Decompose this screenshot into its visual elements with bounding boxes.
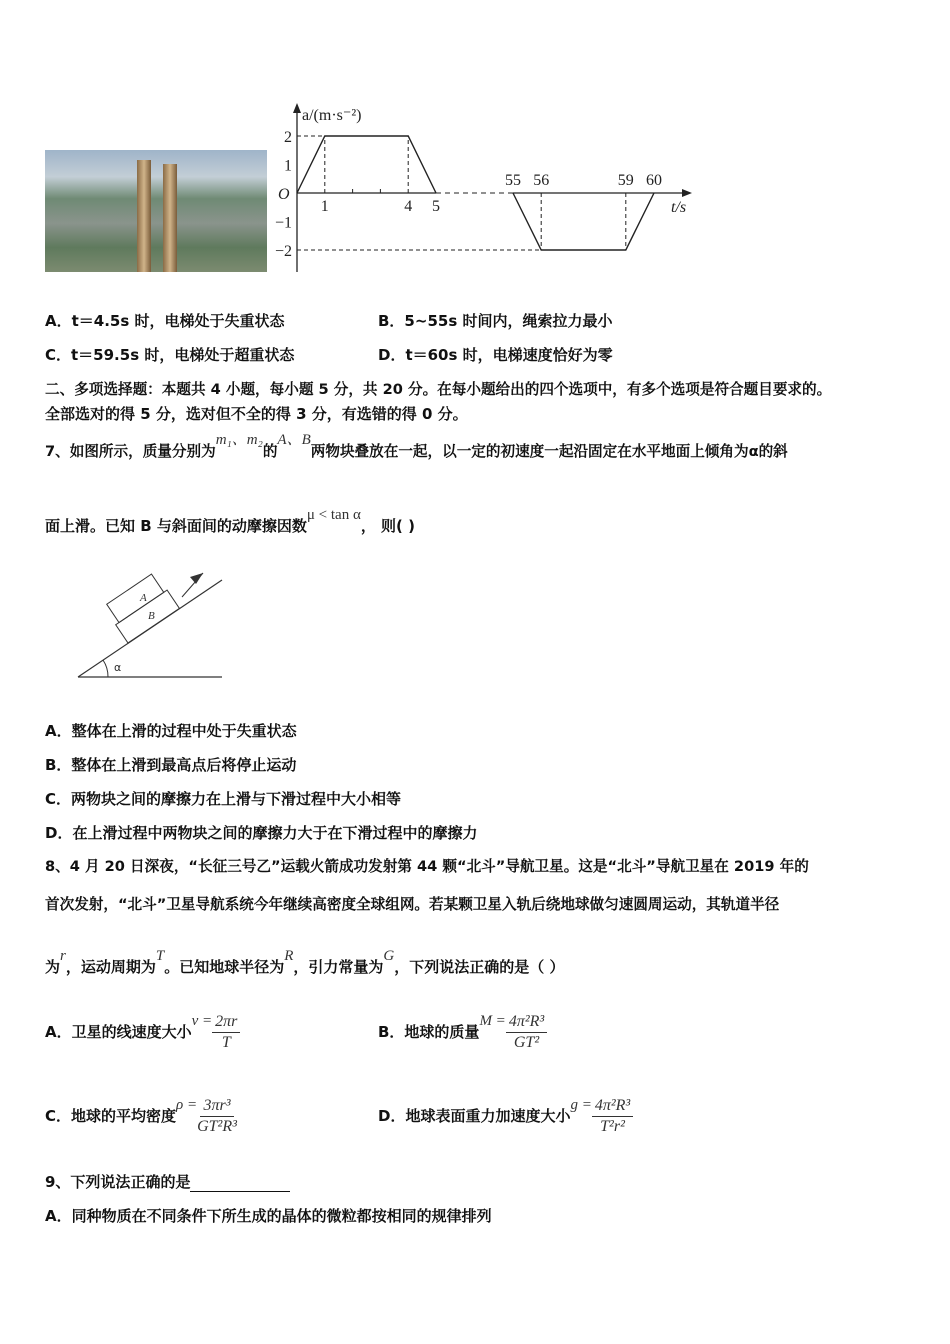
formula-fraction bbox=[197, 1096, 237, 1137]
y-tick-label: 1 bbox=[284, 157, 292, 175]
section2-heading: 二、多项选择题：本题共 4 小题，每小题 5 分，共 20 分。在每小题给出的四个选项中，有多个选项是符合题目要求的。 bbox=[45, 381, 832, 398]
acceleration-time-chart bbox=[0, 0, 950, 290]
answer-blank[interactable] bbox=[190, 1175, 290, 1192]
q8-text: ，引力常量为 bbox=[293, 958, 384, 976]
q8-stem-line3 bbox=[45, 948, 565, 978]
q9-stem bbox=[45, 1172, 290, 1192]
formula-lhs: v = bbox=[191, 1013, 213, 1029]
q7-stem-line1 bbox=[45, 432, 788, 462]
q8-option-c bbox=[45, 1094, 237, 1139]
blocks bbox=[103, 572, 179, 643]
q7-text: ， 则( ) bbox=[360, 517, 415, 535]
formula-fraction bbox=[506, 1012, 547, 1053]
q8-text: 为 bbox=[45, 958, 61, 976]
q8-stem-line1: 8、4 月 20 日深夜，“长征三号乙”运载火箭成功发射第 44 颗“北斗”导航卫星。这是“北斗”导航卫星在 2019 年的 bbox=[45, 858, 809, 875]
q6-option-c: C．t＝59.5s 时，电梯处于超重状态 bbox=[45, 346, 295, 364]
q8-option-b bbox=[378, 1010, 547, 1055]
y-tick-label: −1 bbox=[274, 214, 292, 232]
q7-text: 面上滑。已知 B 与斜面间的动摩擦因数 bbox=[45, 517, 307, 535]
r-big-symbol: R bbox=[284, 948, 294, 964]
formula-lhs: M = bbox=[479, 1013, 506, 1029]
denominator: T²r² bbox=[600, 1118, 625, 1135]
q7-option-a: A．整体在上滑的过程中处于失重状态 bbox=[45, 722, 297, 740]
section2-note: 全部选对的得 5 分，选对但不全的得 3 分，有选错的得 0 分。 bbox=[45, 405, 468, 423]
q7-text: 7、如图所示，质量分别为 bbox=[45, 443, 216, 460]
block-a bbox=[107, 574, 164, 622]
ab-symbol: A、B bbox=[277, 432, 311, 448]
formula-lhs: g = bbox=[570, 1097, 592, 1113]
origin-label: O bbox=[278, 186, 290, 203]
q6-option-b: B．5~55s 时间内，绳索拉力最小 bbox=[378, 312, 613, 330]
x-tick-label: 55 bbox=[505, 172, 521, 189]
formula-fraction bbox=[212, 1012, 240, 1053]
numerator: 2πr bbox=[212, 1012, 240, 1033]
numerator: 4π²R³ bbox=[506, 1012, 547, 1033]
y-tick-label: −2 bbox=[274, 243, 292, 260]
q8-text: ，运动周期为 bbox=[65, 958, 156, 976]
mu-condition: μ < tan α bbox=[306, 507, 361, 523]
option-label: C．地球的平均密度 bbox=[45, 1107, 177, 1125]
q8-text: 。已知地球半径为 bbox=[164, 958, 285, 976]
t-symbol: T bbox=[155, 948, 165, 964]
numerator: 3πr³ bbox=[200, 1096, 233, 1117]
x-tick-label: 59 bbox=[617, 172, 634, 189]
q6-option-a: A．t＝4.5s 时，电梯处于失重状态 bbox=[45, 312, 285, 330]
q6-option-d: D．t＝60s 时，电梯速度恰好为零 bbox=[378, 346, 613, 364]
m2-symbol: m₂ bbox=[246, 432, 263, 448]
x-tick-label: 5 bbox=[432, 198, 440, 215]
acceleration-series-line bbox=[297, 136, 436, 193]
q7-option-b: B．整体在上滑到最高点后将停止运动 bbox=[45, 756, 297, 774]
m1-symbol: m₁、 bbox=[215, 432, 247, 448]
y-axis-arrow-icon bbox=[293, 103, 301, 113]
q7-stem-line2 bbox=[45, 507, 415, 537]
option-label: D．地球表面重力加速度大小 bbox=[378, 1107, 571, 1125]
label-b: B bbox=[148, 610, 155, 622]
q8-text: ，下列说法正确的是（ ） bbox=[394, 958, 565, 976]
x-axis-label: t/s bbox=[671, 199, 687, 216]
x-tick-label: 4 bbox=[404, 198, 413, 215]
q7-option-c: C．两物块之间的摩擦力在上滑与下滑过程中大小相等 bbox=[45, 790, 402, 808]
denominator: GT²R³ bbox=[197, 1118, 237, 1135]
q9-text: 9、下列说法正确的是 bbox=[45, 1173, 191, 1191]
formula-fraction bbox=[592, 1096, 633, 1137]
denominator: GT² bbox=[513, 1034, 540, 1051]
q8-option-a bbox=[45, 1010, 240, 1055]
x-axis-arrow-icon bbox=[682, 189, 692, 197]
numerator: 4π²R³ bbox=[592, 1096, 633, 1117]
q9-option-a: A．同种物质在不同条件下所生成的晶体的微粒都按相同的规律排列 bbox=[45, 1207, 492, 1225]
acceleration-series-line bbox=[513, 193, 654, 250]
r-symbol: r bbox=[60, 948, 66, 964]
incline-diagram bbox=[70, 565, 230, 685]
x-tick-label: 56 bbox=[533, 172, 550, 189]
y-axis-label: a/(m·s⁻²) bbox=[302, 107, 362, 124]
angle-arc bbox=[103, 660, 108, 677]
q7-text: 的 bbox=[262, 443, 278, 460]
label-a: A bbox=[140, 592, 147, 604]
option-label: A．卫星的线速度大小 bbox=[45, 1023, 192, 1041]
y-tick-label: 2 bbox=[284, 129, 292, 146]
q8-stem-line2: 首次发射，“北斗”卫星导航系统今年继续高密度全球组网。若某颗卫星入轨后绕地球做匀速圆周运动，其轨道半径 bbox=[45, 896, 780, 913]
q7-text: 两物块叠放在一起，以一定的初速度一起沿固定在水平地面上倾角为α的斜 bbox=[310, 443, 788, 460]
x-tick-label: 60 bbox=[646, 172, 662, 189]
denominator: T bbox=[221, 1034, 231, 1051]
option-label: B．地球的质量 bbox=[378, 1023, 480, 1041]
x-tick-label: 1 bbox=[320, 198, 329, 215]
label-alpha: α bbox=[114, 661, 122, 674]
formula-lhs: ρ = bbox=[176, 1097, 198, 1113]
g-symbol: G bbox=[383, 948, 395, 964]
q8-option-d bbox=[378, 1094, 633, 1139]
q7-option-d: D．在上滑过程中两物块之间的摩擦力大于在下滑过程中的摩擦力 bbox=[45, 824, 478, 842]
